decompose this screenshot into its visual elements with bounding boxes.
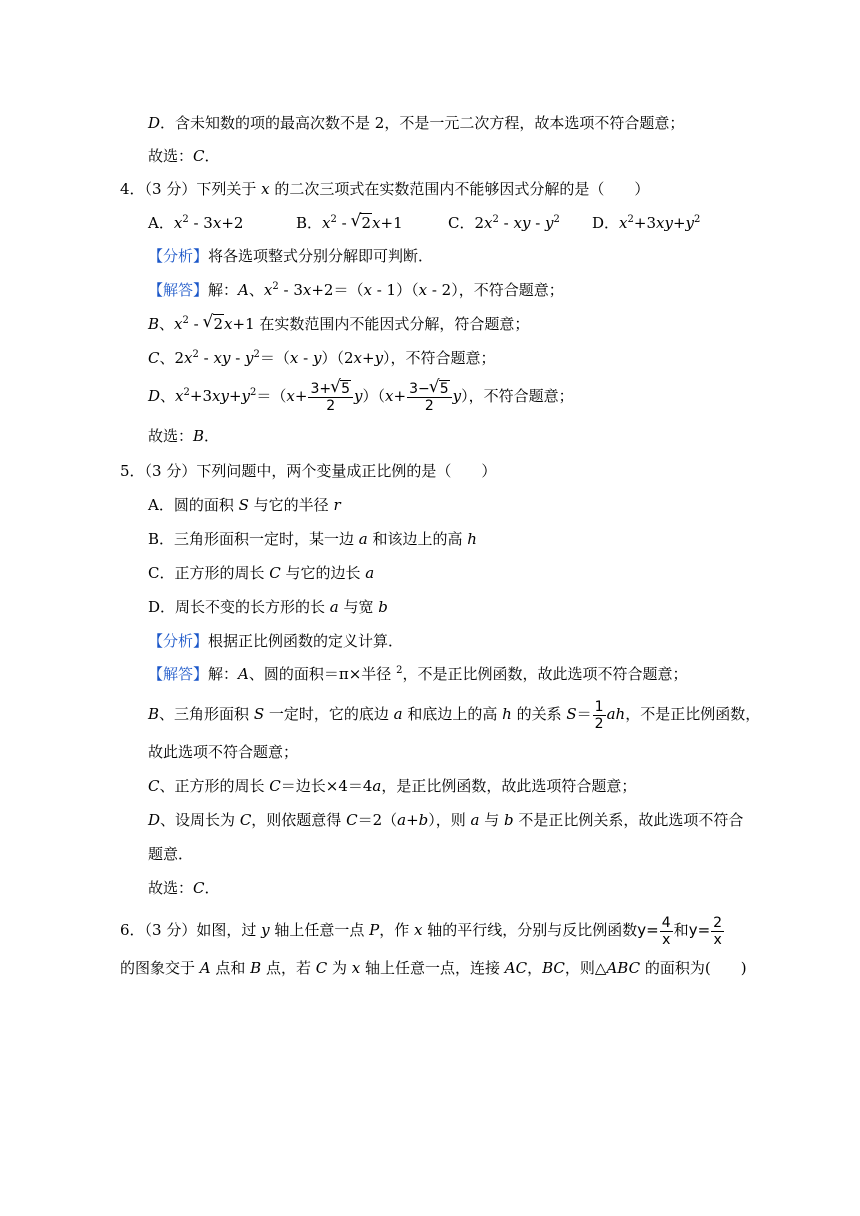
q4-solution-d: D、$x^2+3xy+y^2=(x+$ $\frac{3+√ 5}{2}$ y）（x+ $\frac{3-√ 5}{2}$ y），不符合题意； (148, 378, 574, 414)
q4-solution-b: B、$x^2$ - √ 2x+1 在实数范围内不能因式分解，符合题意； (148, 313, 529, 335)
q4-stem: 4．（3 分）下列关于 x 的二次三项式在实数范围内不能够因式分解的是（ ） (120, 180, 650, 198)
q5-analysis: 【分析】根据正比例函数的定义计算． (148, 632, 404, 650)
q5-solution-a: 【解答】解：A、圆的面积＝π×半径 $^2$，不是正比例函数，故此选项不符合题意； (148, 665, 688, 683)
q5-option-d: D．周长不变的长方形的长 a 与宽 b (148, 598, 388, 616)
q4-solution-a: 【解答】解：A、$x^2 - 3x+2=(x - 1)(x - 2)$，不符合题意； (148, 281, 564, 299)
q5-option-c: C．正方形的周长 C 与它的边长 a (148, 564, 375, 582)
q5-option-a: A．圆的面积 S 与它的半径 r (148, 496, 341, 514)
q3-answer: 故选：C． (148, 147, 220, 165)
q5-solution-c: C、正方形的周长 C＝边长×4＝4a，是正比例函数，故此选项符合题意； (148, 777, 637, 795)
q4-analysis: 【分析】将各选项整式分别分解即可判断． (148, 247, 434, 265)
q4-answer: 故选：B． (148, 427, 220, 445)
q4-option-a: A．$x^2 - 3x+2$ (148, 214, 244, 232)
q5-stem: 5．（3 分）下列问题中，两个变量成正比例的是（ ） (120, 462, 497, 480)
q5-solution-b-line1: B、三角形面积 S 一定时，它的底边 a 和底边上的高 h 的关系 S＝ $\frac{1}{2}$ ah，不是正比例函数， (148, 698, 761, 732)
q6-stem-line2: 的图象交于 A 点和 B 点，若 C 为 x 轴上任意一点，连接 AC，BC，则△ABC 的面积为( ) (120, 959, 747, 977)
q5-answer: 故选：C． (148, 879, 220, 897)
q5-solution-d-line2: 题意． (148, 845, 194, 863)
q4-option-b: B．$x^2$ - √ 2x+1 (296, 212, 403, 234)
q4-option-d: D．$x^2+3xy+y^2$ (592, 214, 701, 232)
q3-option-d-solution: D．含未知数的项的最高次数不是 2，不是一元二次方程，故本选项不符合题意； (148, 114, 685, 132)
q4-solution-c: C、$2x^2$ - xy - $y^2=(x - y)(2x+y)$，不符合题意； (148, 349, 496, 367)
q6-stem-line1: 6．（3 分）如图，过 y 轴上任意一点 P，作 x 轴的平行线，分别与反比例函数y= $\frac{4}{x}$ 和y= $\frac{2}{x}$ (120, 914, 723, 948)
q4-option-c: C．$2x^2$ - xy - $y^2$ (448, 214, 560, 232)
q5-solution-d-line1: D、设周长为 C，则依题意得 C＝2（a+b），则 a 与 b 不是正比例关系，故此选项不符合 (148, 811, 744, 829)
q5-option-b: B．三角形面积一定时，某一边 a 和该边上的高 h (148, 530, 477, 548)
q5-solution-b-line2: 故此选项不符合题意； (148, 743, 299, 761)
